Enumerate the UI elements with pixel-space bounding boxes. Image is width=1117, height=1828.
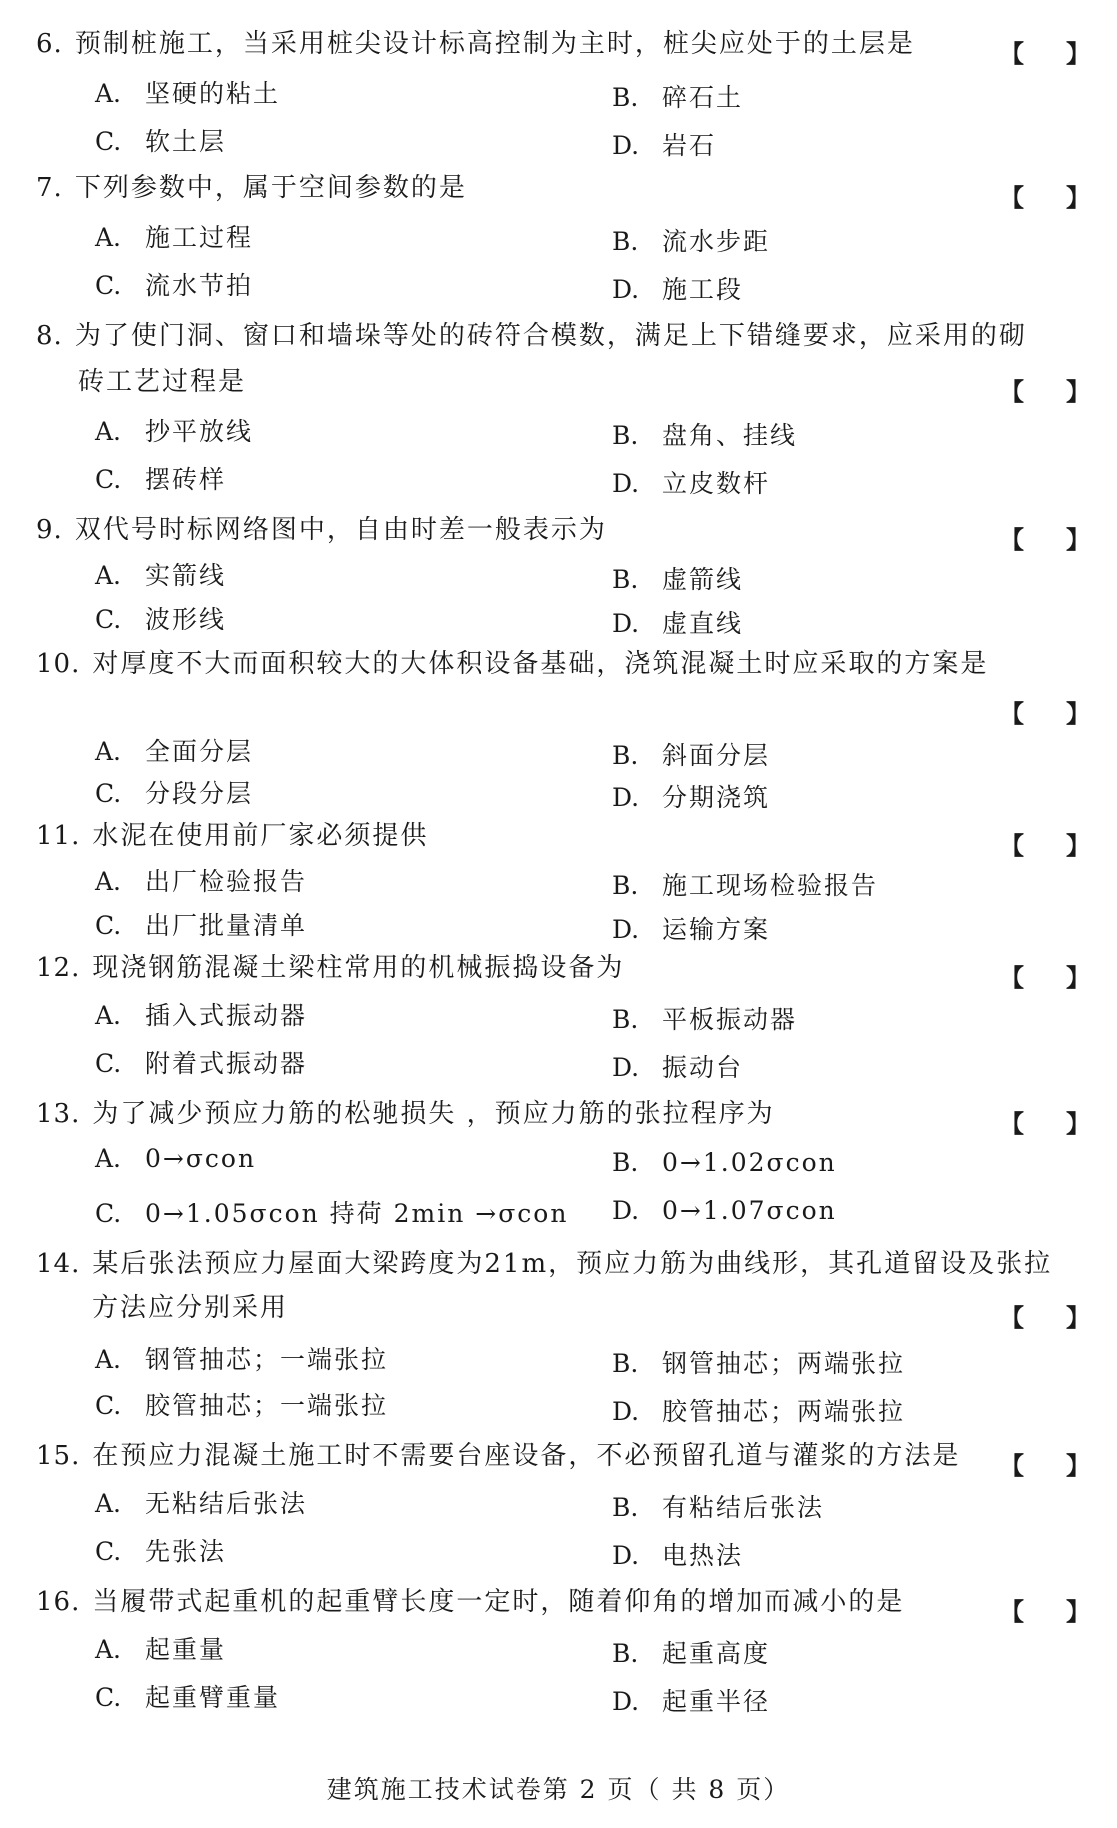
option-b: B. 平板振动器 bbox=[612, 1005, 798, 1034]
answer-bracket: 【 】 bbox=[1000, 963, 1090, 992]
question-text: 双代号时标网络图中，自由时差一般表示为 bbox=[74, 515, 607, 545]
answer-bracket: 【 】 bbox=[1000, 1109, 1090, 1138]
option-d: D. 岩石 bbox=[612, 131, 717, 160]
option-a: A. 抄平放线 bbox=[95, 417, 254, 446]
option-a: A. 坚硬的粘土 bbox=[95, 79, 281, 108]
option-b: B. 盘角、挂线 bbox=[612, 421, 798, 450]
question-text: 现浇钢筋混凝土梁柱常用的机械振捣设备为 bbox=[92, 953, 625, 983]
option-d: D. 虚直线 bbox=[612, 609, 744, 638]
option-a: A. 全面分层 bbox=[95, 737, 254, 766]
option-b: B. 碎石土 bbox=[612, 83, 744, 112]
question-text: 当履带式起重机的起重臂长度一定时，随着仰角的增加而减小的是 bbox=[92, 1587, 905, 1617]
question-text: 下列参数中，属于空间参数的是 bbox=[74, 173, 467, 203]
answer-bracket: 【 】 bbox=[1000, 1597, 1090, 1626]
option-d: D. 0→1.07σcon bbox=[612, 1196, 837, 1225]
question-7-stem bbox=[36, 164, 1086, 212]
answer-bracket: 【 】 bbox=[1000, 699, 1090, 728]
question-text: 在预应力混凝土施工时不需要台座设备，不必预留孔道与灌浆的方法是 bbox=[92, 1441, 961, 1471]
option-c: C. 摆砖样 bbox=[95, 465, 227, 494]
option-b: B. 起重高度 bbox=[612, 1639, 771, 1668]
question-text: 对厚度不大而面积较大的大体积设备基础，浇筑混凝土时应采取的方案是 bbox=[92, 649, 989, 679]
option-b: B. 有粘结后张法 bbox=[612, 1493, 825, 1522]
option-d: D. 立皮数杆 bbox=[612, 469, 771, 498]
option-d: D. 电热法 bbox=[612, 1541, 744, 1570]
option-b: B. 虚箭线 bbox=[612, 565, 744, 594]
question-number: 8. bbox=[36, 321, 63, 351]
option-c: C. 先张法 bbox=[95, 1537, 227, 1566]
option-a: A. 施工过程 bbox=[95, 223, 254, 252]
question-16-stem bbox=[36, 1578, 1086, 1626]
answer-bracket: 【 】 bbox=[1000, 183, 1090, 212]
question-12-stem bbox=[36, 944, 1086, 992]
option-d: D. 振动台 bbox=[612, 1053, 744, 1082]
answer-bracket: 【 】 bbox=[1000, 1451, 1090, 1480]
question-text: 为了减少预应力筋的松驰损失 ，预应力筋的张拉程序为 bbox=[92, 1099, 775, 1129]
option-a: A. 起重量 bbox=[95, 1635, 227, 1664]
answer-bracket: 【 】 bbox=[1000, 377, 1090, 406]
option-c: C. 0→1.05σcon 持荷 2min →σcon bbox=[95, 1199, 569, 1228]
question-number: 14. bbox=[36, 1249, 81, 1279]
option-a: A. 无粘结后张法 bbox=[95, 1489, 308, 1518]
question-11-stem bbox=[36, 812, 1086, 860]
option-d: D. 起重半径 bbox=[612, 1687, 771, 1716]
question-number: 11. bbox=[36, 821, 81, 851]
answer-bracket: 【 】 bbox=[1000, 831, 1090, 860]
question-15-stem bbox=[36, 1432, 1086, 1480]
answer-bracket: 【 】 bbox=[1000, 1303, 1090, 1332]
option-d: D. 胶管抽芯；两端张拉 bbox=[612, 1397, 906, 1426]
question-number: 6. bbox=[36, 29, 63, 59]
option-c: C. 波形线 bbox=[95, 605, 227, 634]
option-d: D. 施工段 bbox=[612, 275, 744, 304]
question-text: 预制桩施工，当采用桩尖设计标高控制为主时，桩尖应处于的土层是 bbox=[74, 29, 915, 59]
option-a: A. 实箭线 bbox=[95, 561, 227, 590]
option-b: B. 流水步距 bbox=[612, 227, 771, 256]
question-text: 某后张法预应力屋面大梁跨度为21m，预应力筋为曲线形，其孔道留设及张拉 bbox=[92, 1249, 1053, 1279]
question-number: 16. bbox=[36, 1587, 81, 1617]
option-b: B. 钢管抽芯；两端张拉 bbox=[612, 1349, 906, 1378]
question-10-stem bbox=[36, 640, 1086, 688]
question-14-stem bbox=[36, 1240, 1086, 1288]
option-c: C. 软土层 bbox=[95, 127, 227, 156]
question-number: 9. bbox=[36, 515, 63, 545]
answer-bracket: 【 】 bbox=[1000, 39, 1090, 68]
answer-bracket: 【 】 bbox=[1000, 525, 1090, 554]
question-text: 为了使门洞、窗口和墙垛等处的砖符合模数，满足上下错缝要求，应采用的砌 bbox=[74, 321, 1027, 351]
question-8-stem bbox=[36, 312, 1086, 360]
question-number: 10. bbox=[36, 649, 81, 679]
question-text: 水泥在使用前厂家必须提供 bbox=[92, 821, 429, 851]
option-a: A. 0→σcon bbox=[95, 1144, 257, 1173]
page-footer: 建筑施工技术试卷第 2 页（ 共 8 页） bbox=[326, 1775, 791, 1804]
option-c: C. 分段分层 bbox=[95, 779, 254, 808]
option-d: D. 分期浇筑 bbox=[612, 783, 771, 812]
question-13-stem bbox=[36, 1090, 1086, 1138]
option-c: C. 出厂批量清单 bbox=[95, 911, 308, 940]
question-number: 12. bbox=[36, 953, 81, 983]
option-a: A. 出厂检验报告 bbox=[95, 867, 308, 896]
question-14-stem-continued: 方法应分别采用 bbox=[92, 1293, 289, 1323]
option-d: D. 运输方案 bbox=[612, 915, 771, 944]
option-c: C. 胶管抽芯；一端张拉 bbox=[95, 1391, 389, 1420]
option-c: C. 起重臂重量 bbox=[95, 1683, 281, 1712]
option-c: C. 流水节拍 bbox=[95, 271, 254, 300]
question-number: 15. bbox=[36, 1441, 81, 1471]
question-6-stem bbox=[36, 20, 1086, 68]
question-number: 13. bbox=[36, 1099, 81, 1129]
option-b: B. 斜面分层 bbox=[612, 741, 771, 770]
option-a: A. 插入式振动器 bbox=[95, 1001, 308, 1030]
option-b: B. 施工现场检验报告 bbox=[612, 871, 879, 900]
option-a: A. 钢管抽芯；一端张拉 bbox=[95, 1345, 389, 1374]
option-c: C. 附着式振动器 bbox=[95, 1049, 308, 1078]
option-b: B. 0→1.02σcon bbox=[612, 1148, 837, 1177]
question-number: 7. bbox=[36, 173, 63, 203]
question-9-stem bbox=[36, 506, 1086, 554]
question-8-stem-continued: 砖工艺过程是 bbox=[78, 367, 247, 397]
